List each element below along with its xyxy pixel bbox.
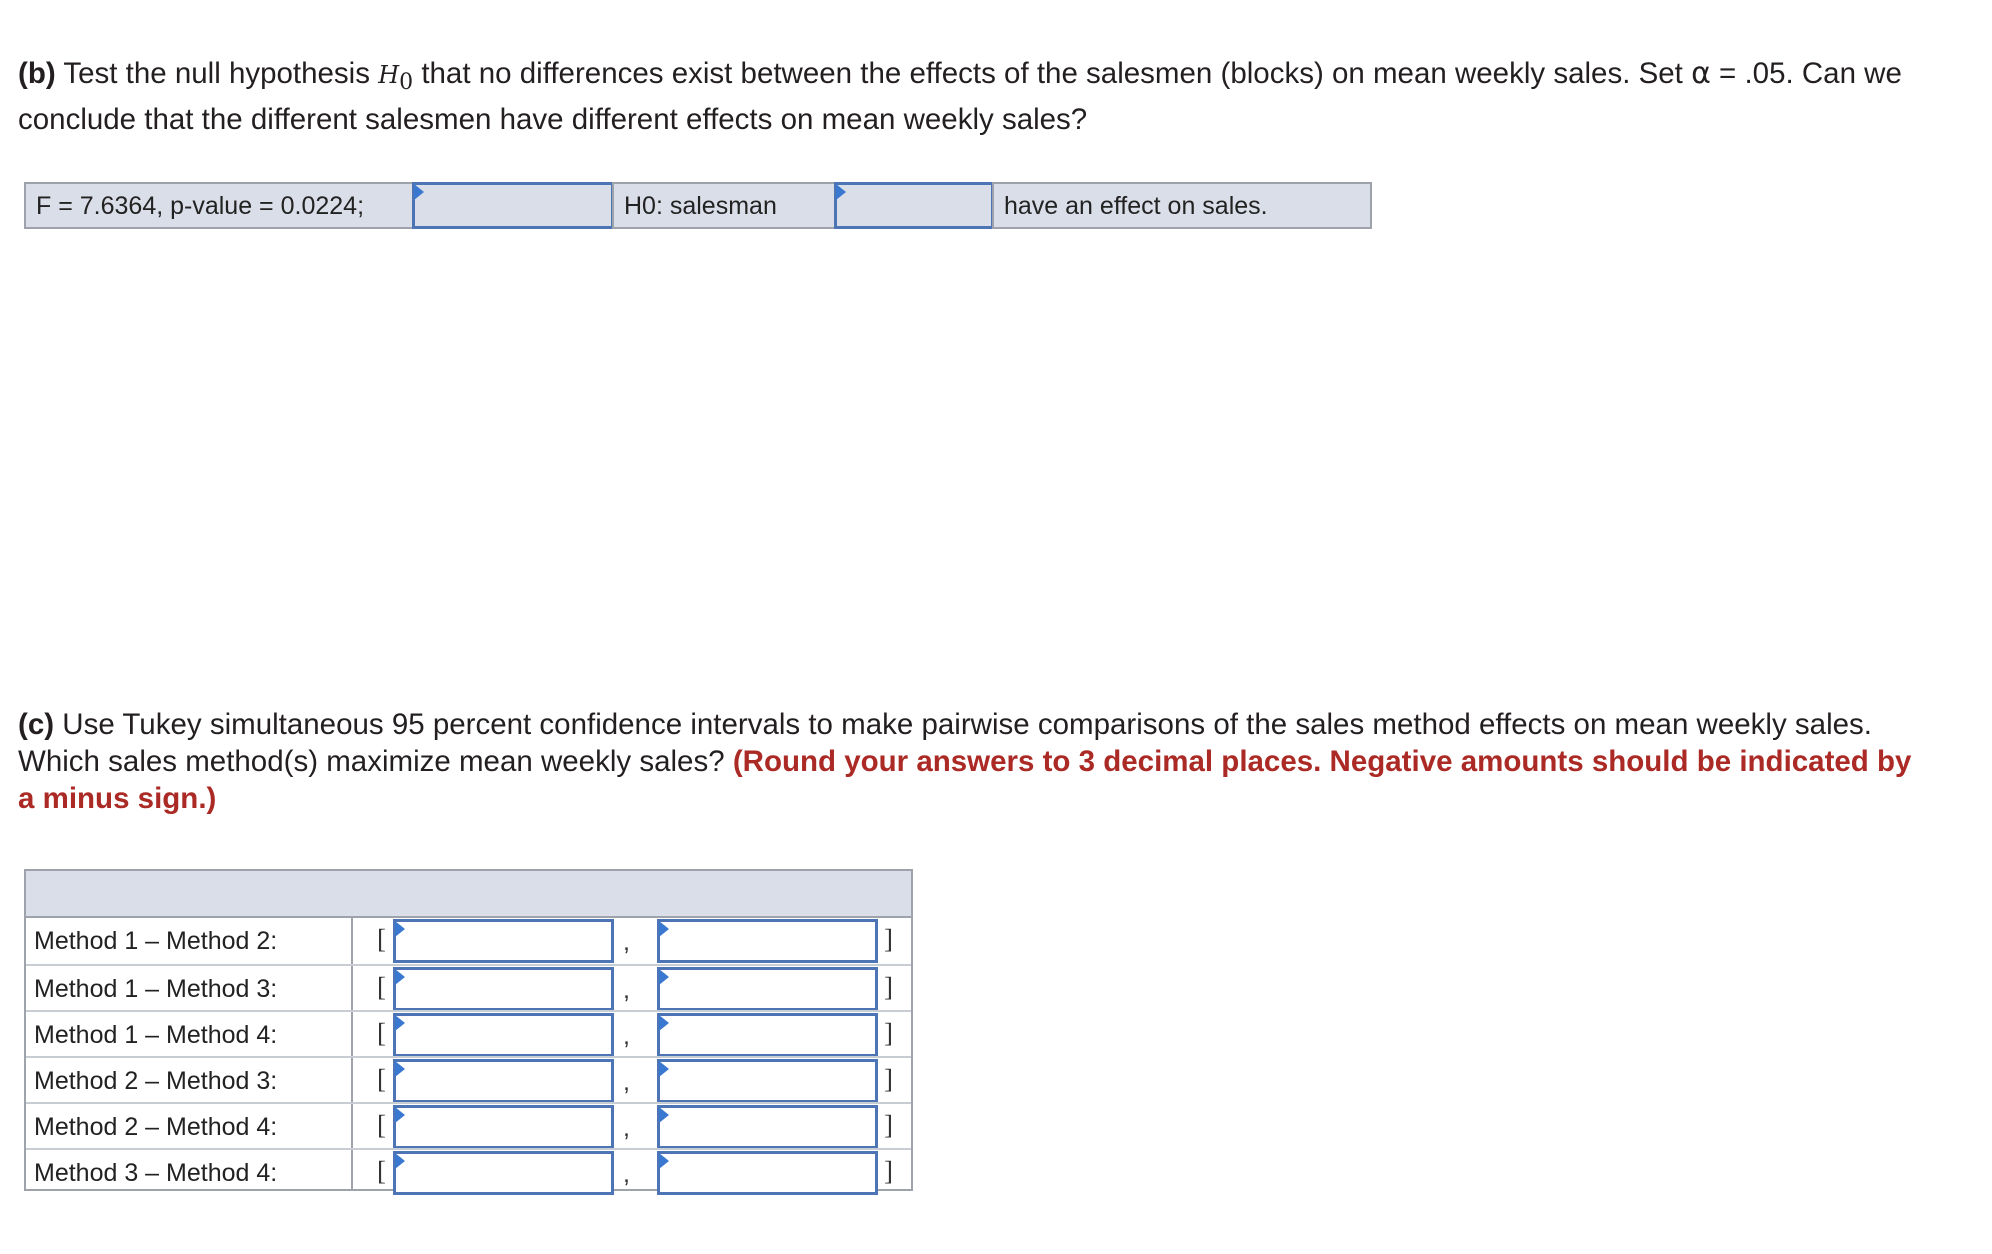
- question-c-label: (c): [18, 708, 55, 741]
- close-bracket: ]: [884, 1018, 893, 1048]
- table-row: [26, 1102, 911, 1150]
- close-bracket: ]: [884, 1110, 893, 1140]
- table-row: [26, 1056, 911, 1104]
- answer-flag-icon: [659, 969, 669, 985]
- close-bracket: ]: [884, 1156, 893, 1186]
- answer-flag-icon: [659, 1107, 669, 1123]
- close-bracket: ]: [884, 924, 893, 954]
- answer-flag-icon: [395, 1015, 405, 1031]
- question-c-body: Use Tukey simultaneous 95 percent confidence intervals to make pairwise comparisons of the sales method effects on mean weekly sales. Which sales method(s) maximize mean weekly sales?: [18, 708, 1872, 778]
- upper-bound-input[interactable]: [657, 919, 878, 963]
- h0-cell: [612, 182, 836, 229]
- comma-separator: ,: [623, 928, 630, 956]
- answer-flag-icon: [836, 184, 846, 200]
- upper-bound-input[interactable]: [657, 1105, 878, 1149]
- open-bracket: [: [377, 1156, 386, 1186]
- table-row: [26, 918, 911, 964]
- open-bracket: [: [377, 1018, 386, 1048]
- comma-separator: ,: [623, 1160, 630, 1188]
- conclusion-dropdown-2[interactable]: [834, 182, 994, 229]
- answer-flag-icon: [659, 1061, 669, 1077]
- question-c-instruction: (Round your answers to 3 decimal places. Negative amounts should be indicated by a minus sign.): [18, 745, 1912, 815]
- open-bracket: [: [377, 972, 386, 1002]
- question-b-label: (b): [18, 57, 56, 90]
- comparison-label: Method 3 – Method 4:: [34, 1159, 278, 1187]
- h0-symbol: $H_0$: [378, 61, 414, 95]
- lower-bound-input[interactable]: [393, 967, 614, 1011]
- answer-flag-icon: [659, 1015, 669, 1031]
- answer-flag-icon: [395, 1061, 405, 1077]
- question-b-text-3: = .05. Can we conclude that the different salesmen have different effects on mean weekly sales?: [18, 57, 1902, 136]
- open-bracket: [: [377, 1064, 386, 1094]
- comma-separator: ,: [623, 976, 630, 1004]
- stats-cell: [24, 182, 414, 229]
- comma-separator: ,: [623, 1114, 630, 1142]
- close-bracket: ]: [884, 972, 893, 1002]
- question-b-text-2: that no differences exist between the effects of the salesmen (blocks) on mean weekly sales. Set: [413, 57, 1692, 90]
- close-bracket: ]: [884, 1064, 893, 1094]
- tukey-interval-table: [24, 869, 913, 1191]
- lower-bound-input[interactable]: [393, 1059, 614, 1103]
- table-row: [26, 1010, 911, 1058]
- answer-flag-icon: [414, 184, 424, 200]
- comma-separator: ,: [623, 1068, 630, 1096]
- answer-flag-icon: [395, 969, 405, 985]
- upper-bound-input[interactable]: [657, 967, 878, 1011]
- table-row: [26, 1148, 911, 1196]
- lower-bound-input[interactable]: [393, 1013, 614, 1057]
- upper-bound-input[interactable]: [657, 1151, 878, 1195]
- comma-separator: ,: [623, 1022, 630, 1050]
- lower-bound-input[interactable]: [393, 919, 614, 963]
- question-c-text: [18, 706, 1918, 817]
- conclusion-dropdown-1[interactable]: [412, 182, 614, 229]
- open-bracket: [: [377, 1110, 386, 1140]
- stats-text: F = 7.6364, p-value = 0.0224;: [36, 192, 365, 220]
- answer-flag-icon: [395, 921, 405, 937]
- alpha-symbol: α: [1691, 56, 1711, 91]
- answer-flag-icon: [659, 1153, 669, 1169]
- comparison-label: Method 1 – Method 3:: [34, 975, 278, 1003]
- h0-label-text: H0: salesman: [624, 192, 777, 220]
- comparison-label: Method 1 – Method 2:: [34, 927, 278, 955]
- lower-bound-input[interactable]: [393, 1105, 614, 1149]
- answer-flag-icon: [395, 1153, 405, 1169]
- tail-text: have an effect on sales.: [1004, 192, 1268, 220]
- answer-flag-icon: [395, 1107, 405, 1123]
- tail-cell: [992, 182, 1372, 229]
- lower-bound-input[interactable]: [393, 1151, 614, 1195]
- comparison-label: Method 1 – Method 4:: [34, 1021, 278, 1049]
- answer-flag-icon: [659, 921, 669, 937]
- open-bracket: [: [377, 924, 386, 954]
- comparison-label: Method 2 – Method 3:: [34, 1067, 278, 1095]
- comparison-label: Method 2 – Method 4:: [34, 1113, 278, 1141]
- upper-bound-input[interactable]: [657, 1059, 878, 1103]
- question-b-text-1: Test the null hypothesis: [55, 57, 379, 90]
- question-b-text: [18, 55, 1918, 138]
- table-header: [26, 871, 911, 918]
- table-row: [26, 964, 911, 1012]
- upper-bound-input[interactable]: [657, 1013, 878, 1057]
